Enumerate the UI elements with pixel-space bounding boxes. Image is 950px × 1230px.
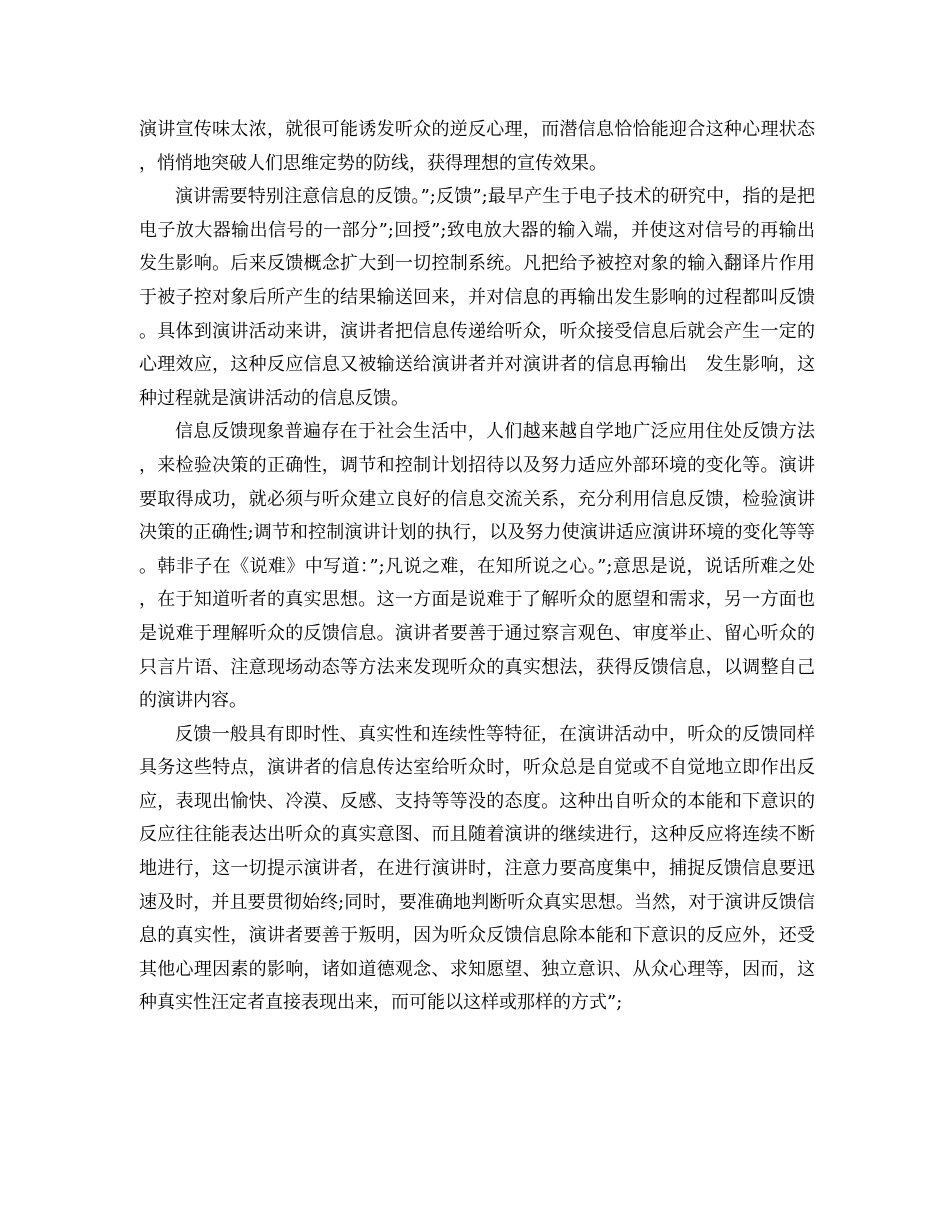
paragraph-4: 反馈一般具有即时性、真实性和连续性等特征，在演讲活动中，听众的反馈同样具务这些特点，演讲者的信息传达室给听众时，听众总是自觉或不自觉地立即作出反应，表现出愉快、冷漠、反感、支持等等没的态度。这种出自听众的本能和下意识的反应往往能表达出听众的真实意图、而且随着演讲的继续进行，这种反应将连续不断地进行，这一切提示演讲者，在进行演讲时，注意力要高度集中，捕捉反馈信息要迅速及时，并且要贯彻始终;同时，要准确地判断听众真实思想。当然，对于演讲反馈信息的真实性，演讲者要善于叛明，因为听众反馈信息除本能和下意识的反应外，还受其他心理因素的影响，诸如道德观念、求知愿望、独立意识、从众心理等，因而，这种真实性汪定者直接表现出来，而可能以这样或那样的方式”; (139, 723, 815, 1014)
paragraph-3: 信息反馈现象普遍存在于社会生活中，人们越来越自学地广泛应用住处反馈方法，来检验决策的正确性，调节和控制计划招待以及努力适应外部环境的变化等。演讲要取得成功，就必须与听众建立良好的信息交流关系，充分利用信息反馈，检验演讲决策的正确性;调节和控制演讲计划的执行，以及努力使演讲适应演讲环境的变化等等。韩非子在《说难》中写道：”;凡说之难，在知所说之心。”;意思是说，说话所难之处，在于知道听者的真实思想。这一方面是说难于了解听众的愿望和需求，另一方面也是说难于理解听众的反馈信息。演讲者要善于通过察言观色、审度举止、留心听众的只言片语、注意现场动态等方法来发现听众的真实想法，获得反馈信息，以调整自己的演讲内容。 (139, 421, 815, 712)
paragraph-1: 演讲宣传味太浓，就很可能诱发听众的逆反心理，而潜信息恰恰能迎合这种心理状态，悄悄地突破人们思维定势的防线，获得理想的宣传效果。 (139, 119, 815, 174)
document-body (139, 113, 815, 1020)
paragraph-2: 演讲需要特别注意信息的反馈。”;反馈”;最早产生于电子技术的研究中，指的是把电子放大器输出信号的一部分”;回授”;致电放大器的输入端，并使这对信号的再输出发生影响。后来反馈概念扩大到一切控制系统。凡把给予被控对象的输入翻译片作用于被子控对象后所产生的结果输送回来，并对信息的再输出发生影响的过程都叫反馈。具体到演讲活动来讲，演讲者把信息传递给听众，听众接受信息后就会产生一定的心理效应，这种反应信息又被输送给演讲者并对演讲者的信息再输出 发生影响，这种过程就是演讲活动的信息反馈。 (139, 186, 815, 409)
